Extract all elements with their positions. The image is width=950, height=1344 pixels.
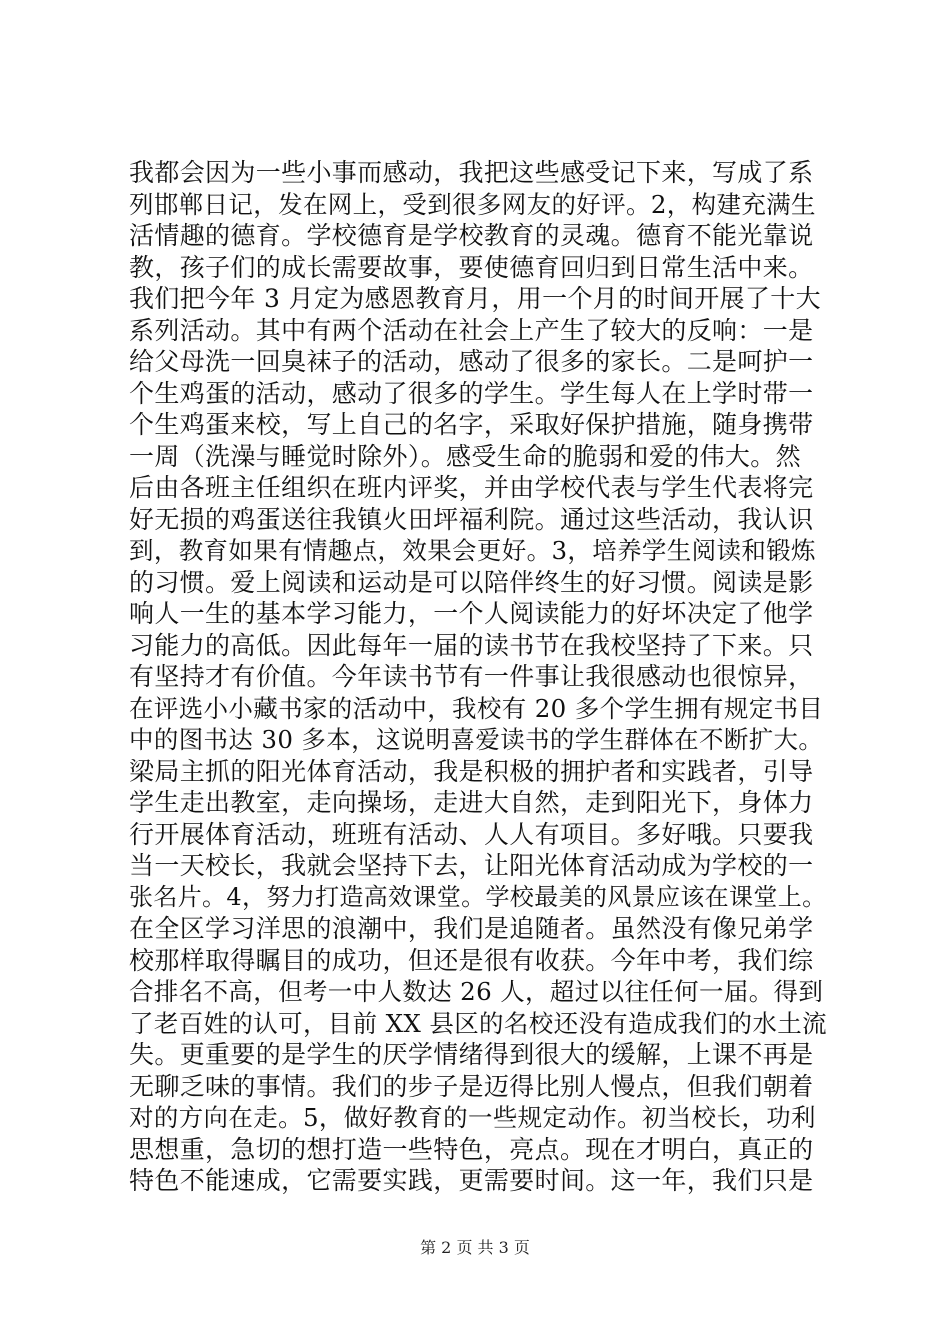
text-line: 后由各班主任组织在班内评奖，并由学校代表与学生代表将完 bbox=[129, 473, 814, 502]
text-line: 张名片。4，努力打造高效课堂。学校最美的风景应该在课堂上。 bbox=[129, 882, 827, 911]
text-line: 合排名不高，但考一中人数达 26 人，超过以往任何一届。得到 bbox=[129, 977, 824, 1006]
text-line: 失。更重要的是学生的厌学情绪得到很大的缓解，上课不再是 bbox=[129, 1040, 814, 1069]
text-line: 无聊乏味的事情。我们的步子是迈得比别人慢点，但我们朝着 bbox=[129, 1071, 814, 1101]
text-line: 我们把今年 3 月定为感恩教育月，用一个月的时间开展了十大 bbox=[129, 284, 821, 313]
text-line: 在全区学习洋思的浪潮中，我们是追随者。虽然没有像兄弟学 bbox=[129, 914, 814, 943]
text-line: 梁局主抓的阳光体育活动，我是积极的拥护者和实践者，引导 bbox=[129, 756, 814, 786]
text-line: 习能力的高低。因此每年一届的读书节在我校坚持了下来。只 bbox=[129, 630, 814, 660]
text-line: 在评选小小藏书家的活动中，我校有 20 多个学生拥有规定书目 bbox=[129, 693, 824, 723]
text-line: 好无损的鸡蛋送往我镇火田坪福利院。通过这些活动，我认识 bbox=[129, 504, 814, 534]
text-line: 特色不能速成，它需要实践，更需要时间。这一年，我们只是 bbox=[129, 1166, 814, 1195]
page-number-footer: 第 2 页 共 3 页 bbox=[420, 1238, 530, 1257]
text-line: 中的图书达 30 多本，这说明喜爱读书的学生群体在不断扩大。 bbox=[129, 725, 824, 754]
text-line: 教，孩子们的成长需要故事，要使德育回归到日常生活中来。 bbox=[129, 252, 814, 282]
text-line: 列邯郸日记，发在网上，受到很多网友的好评。2，构建充满生 bbox=[129, 189, 816, 219]
text-line: 响人一生的基本学习能力，一个人阅读能力的好坏决定了他学 bbox=[129, 599, 814, 628]
text-line: 个生鸡蛋的活动，感动了很多的学生。学生每人在上学时带一 bbox=[129, 378, 814, 408]
text-line: 行开展体育活动，班班有活动、人人有项目。多好哦。只要我 bbox=[129, 819, 814, 849]
text-line: 校那样取得瞩目的成功，但还是很有收获。今年中考，我们综 bbox=[129, 945, 814, 975]
text-line: 学生走出教室，走向操场，走进大自然，走到阳光下，身体力 bbox=[129, 788, 814, 817]
text-line: 活情趣的德育。学校德育是学校教育的灵魂。德育不能光靠说 bbox=[129, 221, 814, 250]
text-line: 当一天校长，我就会坚持下去，让阳光体育活动成为学校的一 bbox=[129, 851, 814, 880]
text-line: 一周（洗澡与睡觉时除外）。感受生命的脆弱和爱的伟大。然 bbox=[129, 441, 801, 471]
text-line: 个生鸡蛋来校，写上自己的名字，采取好保护措施，随身携带 bbox=[129, 410, 814, 439]
text-line: 我都会因为一些小事而感动，我把这些感受记下来，写成了系 bbox=[129, 158, 814, 187]
text-line: 了老百姓的认可，目前 XX 县区的名校还没有造成我们的水土流 bbox=[129, 1008, 827, 1038]
text-line: 的习惯。爱上阅读和运动是可以陪伴终生的好习惯。阅读是影 bbox=[129, 567, 814, 597]
body-text bbox=[129, 157, 829, 1197]
text-line: 对的方向在走。5，做好教育的一些规定动作。初当校长，功利 bbox=[129, 1103, 816, 1132]
text-line: 给父母洗一回臭袜子的活动，感动了很多的家长。二是呵护一 bbox=[129, 347, 814, 376]
text-line: 思想重，急切的想打造一些特色，亮点。现在才明白，真正的 bbox=[129, 1134, 814, 1164]
text-line: 系列活动。其中有两个活动在社会上产生了较大的反响：一是 bbox=[129, 315, 814, 345]
text-line: 到，教育如果有情趣点，效果会更好。3，培养学生阅读和锻炼 bbox=[129, 536, 816, 565]
text-line: 有坚持才有价值。今年读书节有一件事让我很感动也很惊异， bbox=[129, 662, 814, 691]
